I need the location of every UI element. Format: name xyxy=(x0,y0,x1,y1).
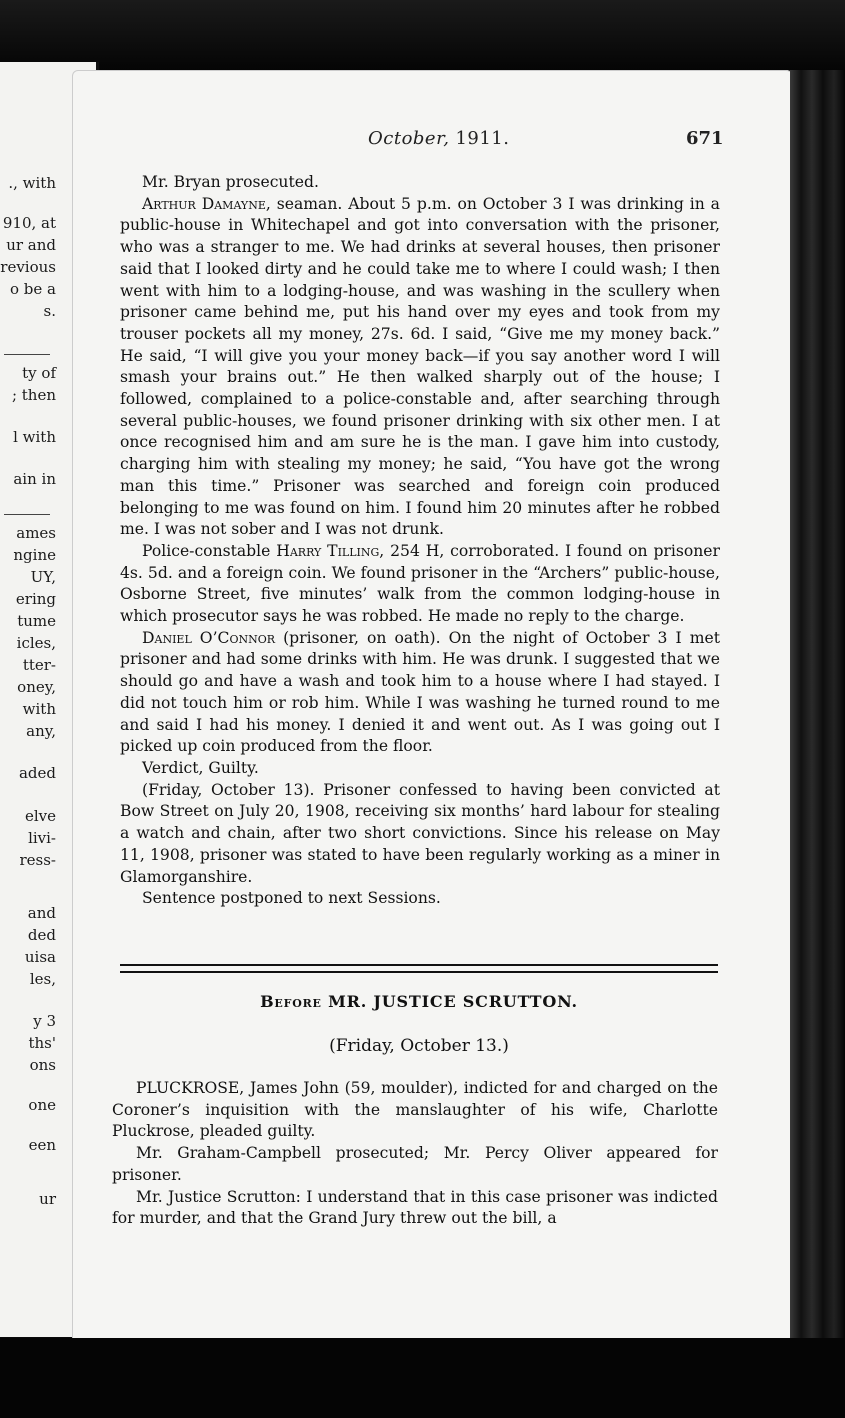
left-fragment: UY, xyxy=(30,568,56,586)
left-fragment: ngine xyxy=(13,546,56,564)
left-fragment: oney, xyxy=(17,678,56,696)
court-heading: Before MR. JUSTICE SCRUTTON. xyxy=(260,992,578,1011)
page-header xyxy=(72,128,794,152)
left-fragment: one xyxy=(28,1096,56,1114)
scan-top-border xyxy=(0,0,845,70)
witness-two-paragraph: Police-constable Harry Tilling, 254 H, corroborated. I found on prisoner 4s. 5d. and a foreign coin. We found prisoner in the “Archers” public-house, Osborne Street, five minutes’ walk from the common lodging-house in which prosecutor says he was robbed. He made no reply to the charge. xyxy=(120,541,720,626)
case-one-body xyxy=(120,172,720,910)
left-fragment: ons xyxy=(29,1056,56,1074)
left-fragment: o be a xyxy=(10,280,56,298)
left-rule xyxy=(4,514,50,515)
left-fragment: 910, at xyxy=(2,214,56,232)
case-two-paragraph-3: Mr. Justice Scrutton: I understand that in this case prisoner was indicted for murder, and that the Grand Jury threw out the bill, a xyxy=(112,1187,718,1228)
witness-two-name: Harry Tilling xyxy=(276,541,380,560)
left-fragment: l with xyxy=(13,428,56,446)
left-fragment: y 3 xyxy=(33,1012,56,1030)
case-two-paragraph-2: Mr. Graham-Campbell prosecuted; Mr. Percy Oliver appeared for prisoner. xyxy=(112,1144,718,1184)
witness-one-name: Arthur Damayne xyxy=(142,194,266,213)
running-head-year: 1911. xyxy=(455,128,510,149)
section-divider xyxy=(120,964,718,973)
day-heading: (Friday, October 13.) xyxy=(329,1036,509,1056)
left-fragment: any, xyxy=(26,722,56,740)
left-fragment: aded xyxy=(18,764,56,782)
left-fragment: ded xyxy=(27,926,56,944)
scan-bottom-border xyxy=(0,1338,845,1418)
left-fragment: een xyxy=(28,1136,56,1154)
left-fragment: ur xyxy=(39,1190,56,1208)
running-head: October, 1911. xyxy=(368,128,510,149)
left-fragment: ress- xyxy=(19,851,56,869)
friday-paragraph: (Friday, October 13). Prisoner confessed to having been convicted at Bow Street on July 20, 1908, receiving six months’ hard labour for stealing a watch and chain, after two short convictions. Since his release on May 11, 1908, prisoner was stated to have been regularly working as a miner in Glamorganshire. xyxy=(120,780,720,886)
book-page-edges xyxy=(790,70,845,1350)
verdict-line: Verdict, Guilty. xyxy=(142,758,259,777)
left-fragment: with xyxy=(22,700,56,718)
prisoner-name: Daniel O’Connor xyxy=(142,628,276,647)
left-fragment: ; then xyxy=(11,386,56,404)
left-fragment: uisa xyxy=(24,948,56,966)
prisoner-paragraph: Daniel O’Connor (prisoner, on oath). On the night of October 3 I met prisoner and had some drinks with him. He was drunk. I suggested that we should go and have a wash and took him to a house where I had stayed. I did not touch him or rob him. While I was washing he turned round to me and said I had his money. I denied it and went out. As I was going out I picked up coin produced from the floor. xyxy=(120,628,720,756)
left-fragment: revious xyxy=(0,258,56,276)
left-fragment: s. xyxy=(43,302,56,320)
left-fragment: ames xyxy=(16,524,56,542)
case-two-body xyxy=(112,1078,718,1230)
book-page xyxy=(72,70,794,1340)
left-fragment: icles, xyxy=(16,634,56,652)
left-rule xyxy=(4,354,50,355)
left-fragment: ths' xyxy=(28,1034,56,1052)
prosecution-line: Mr. Bryan prosecuted. xyxy=(142,173,319,191)
left-fragment: ty of xyxy=(22,364,56,382)
left-fragment: livi- xyxy=(28,829,56,847)
sentence-line: Sentence postponed to next Sessions. xyxy=(142,889,441,908)
witness-one-paragraph: Arthur Damayne, seaman. About 5 p.m. on October 3 I was drinking in a public-house in Whitechapel and got into conversation with the prisoner, who was a stranger to me. We had drinks at several houses, then prisoner said that I looked dirty and he could take me to where I could wash; I then went with him to a lodging-house, and was washing in the scullery when prisoner came behind me, put his hand over my eyes and took from my trouser pockets all my money, 27s. 6d. I said, “Give me my money back.” He said, “I will give you your money back—if you say another word I will smash your brains out.” He then walked sharply out of the house; I followed, complained to a police-constable and, after searching through several public-houses, we found prisoner drinking with six other men. I at once recognised him and am sure he is the man. I gave him into custody, charging him with stealing my money; he said, “You have got the wrong man this time.” Prisoner was searched and foreign coin produced belonging to me was found on him. I found him 20 minutes after he robbed me. I was not sober and I was not drunk. xyxy=(120,194,720,539)
left-fragment: ur and xyxy=(6,236,56,254)
left-fragment: ., with xyxy=(8,174,56,192)
left-fragment: les, xyxy=(29,970,56,988)
left-fragment: ain in xyxy=(13,470,56,488)
left-fragment: elve xyxy=(24,807,56,825)
left-fragment: ering xyxy=(15,590,56,608)
left-fragment: tume xyxy=(17,612,56,630)
case-two-paragraph-1: PLUCKROSE, James John (59, moulder), indicted for and charged on the Coroner’s inquisition with the manslaughter of his wife, Charlotte Pluckrose, pleaded guilty. xyxy=(112,1079,718,1141)
page-number: 671 xyxy=(686,128,724,149)
left-fragment: and xyxy=(27,904,56,922)
left-fragment: tter- xyxy=(22,656,56,674)
